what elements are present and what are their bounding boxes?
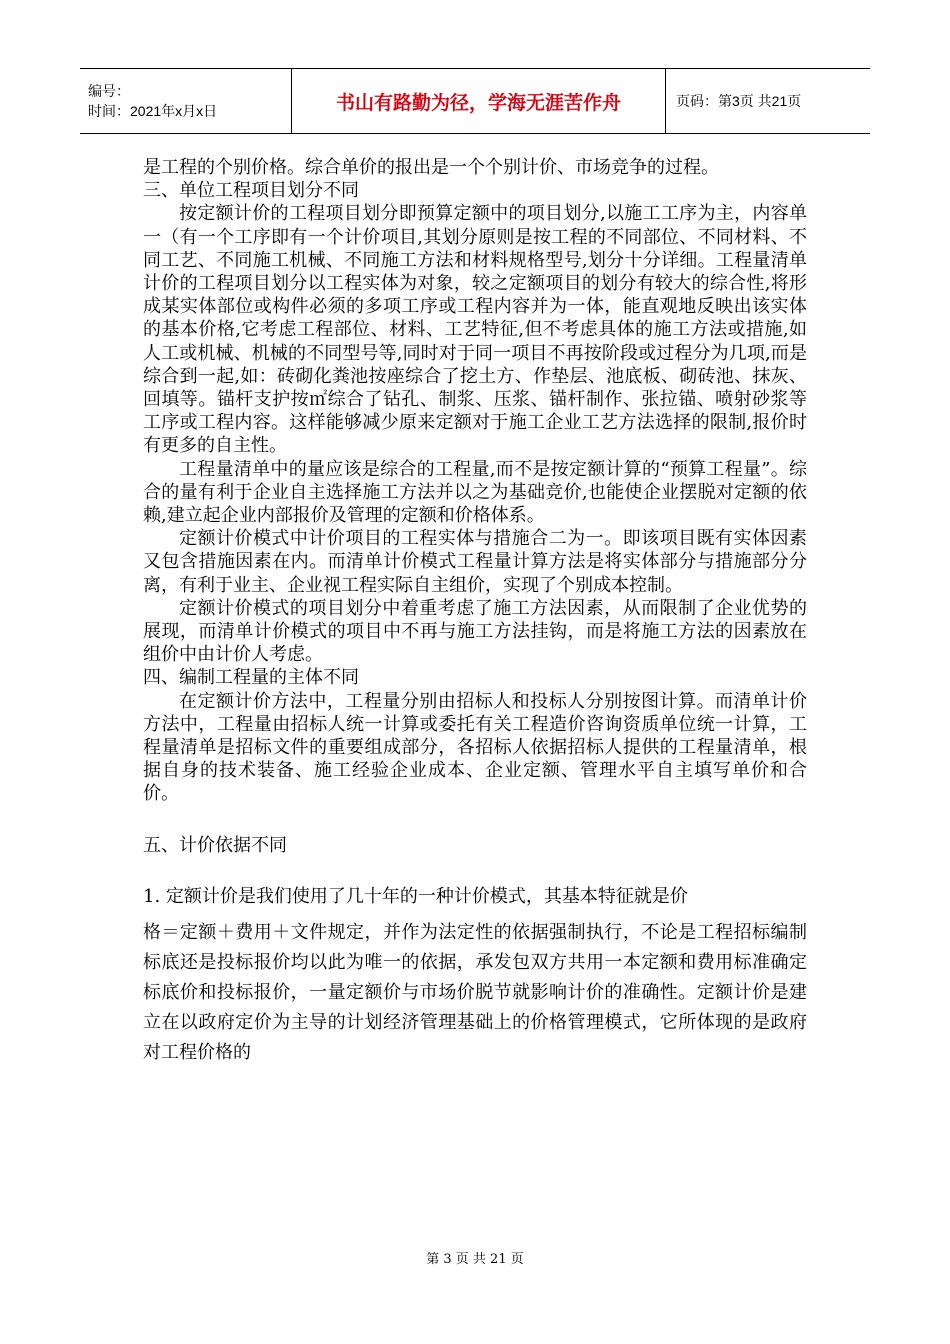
paragraph: 定额计价模式中计价项目的工程实体与措施合二为一。即该项目既有实体因素又包含措施因素在内。而清单计价模式工程量计算方法是将实体部分与措施部分分离，有利于业主、企业视工程实际自主组价，实现了个别成本控制。: [143, 528, 807, 596]
section-heading-3: 三、单位工程项目划分不同: [143, 180, 359, 202]
section-heading-5: 五、计价依据不同: [143, 834, 287, 856]
header-meta: [80, 69, 292, 134]
paragraph: 在定额计价方法中，工程量分别由招标人和投标人分别按图计算。而清单计价方法中，工程量由招标人统一计算或委托有关工程造价咨询资质单位统一计算，工程量清单是招标文件的重要组成部分，各招标人依据招标人提供的工程量清单，根据自身的技术装备、施工经验企业成本、企业定额、管理水平自主填写单价和合价。: [143, 690, 807, 805]
paragraph: 定额计价模式的项目划分中着重考虑了施工方法因素，从而限制了企业优势的展现，而清单计价模式的项目中不再与施工方法挂钩，而是将施工方法的因素放在组价中由计价人考虑。: [143, 597, 807, 666]
list-item-1: 1. 定额计价是我们使用了几十年的一种计价模式，其基本特征就是价: [143, 885, 688, 907]
document-date: 时间：2021年x月x日: [88, 103, 218, 119]
header-page-info: 页码：第3页 共21页: [676, 93, 802, 109]
page-footer: 第 3 页 共 21 页: [426, 1252, 524, 1267]
document-number-label: 编号：: [88, 83, 130, 99]
paragraph: 格＝定额＋费用＋文件规定，并作为法定性的依据强制执行，不论是工程招标编制标底还是投标报价均以此为唯一的依据，承发包双方共用一本定额和费用标准确定标底价和投标报价，一量定额价与市场价脱节就影响计价的准确性。定额计价是建立在以政府定价为主导的计划经济管理基础上的价格管理模式，它所体现的是政府对工程价格的: [143, 922, 807, 1064]
section-heading-4: 四、编制工程量的主体不同: [143, 667, 359, 689]
paragraph: 按定额计价的工程项目划分即预算定额中的项目划分,以施工工序为主，内容单一（有一个工序即有一个计价项目,其划分原则是按工程的不同部位、不同材料、不同工艺、不同施工机械、不同施工方法和材料规格型号,划分十分详细。工程量清单计价的工程项目划分以工程实体为对象，较之定额项目的划分有较大的综合性,将形成某实体部位或构件必须的多项工序或工程内容并为一体，能直观地反映出该实体的基本价格,它考虑工程部位、材料、工艺特征,但不考虑具体的施工方法或措施,如人工或机械、机械的不同型号等,同时对于同一项目不再按阶段或过程分为几项,而是综合到一起,如：砖砌化粪池按座综合了挖土方、作垫层、池底板、砌砖池、抹灰、回填等。锚杆支护按㎡综合了钻孔、制浆、压浆、锚杆制作、张拉锚、喷射砂浆等工序或工程内容。这样能够减少原来定额对于施工企业工艺方法选择的限制,报价时有更多的自主性。: [143, 203, 807, 457]
paragraph: 工程量清单中的量应该是综合的工程量,而不是按定额计算的“预算工程量”。综合的量有利于企业自主选择施工方法并以之为基础竞价,也能使企业摆脱对定额的依赖,建立起企业内部报价及管理的定额和价格体系。: [143, 458, 807, 527]
paragraph: 是工程的个别价格。综合单价的报出是一个个别计价、市场竞争的过程。: [143, 157, 719, 178]
page-header: [80, 68, 870, 134]
document-body: [143, 156, 807, 1068]
header-motto: 书山有路勤为径，学海无涯苦作舟: [292, 69, 666, 134]
